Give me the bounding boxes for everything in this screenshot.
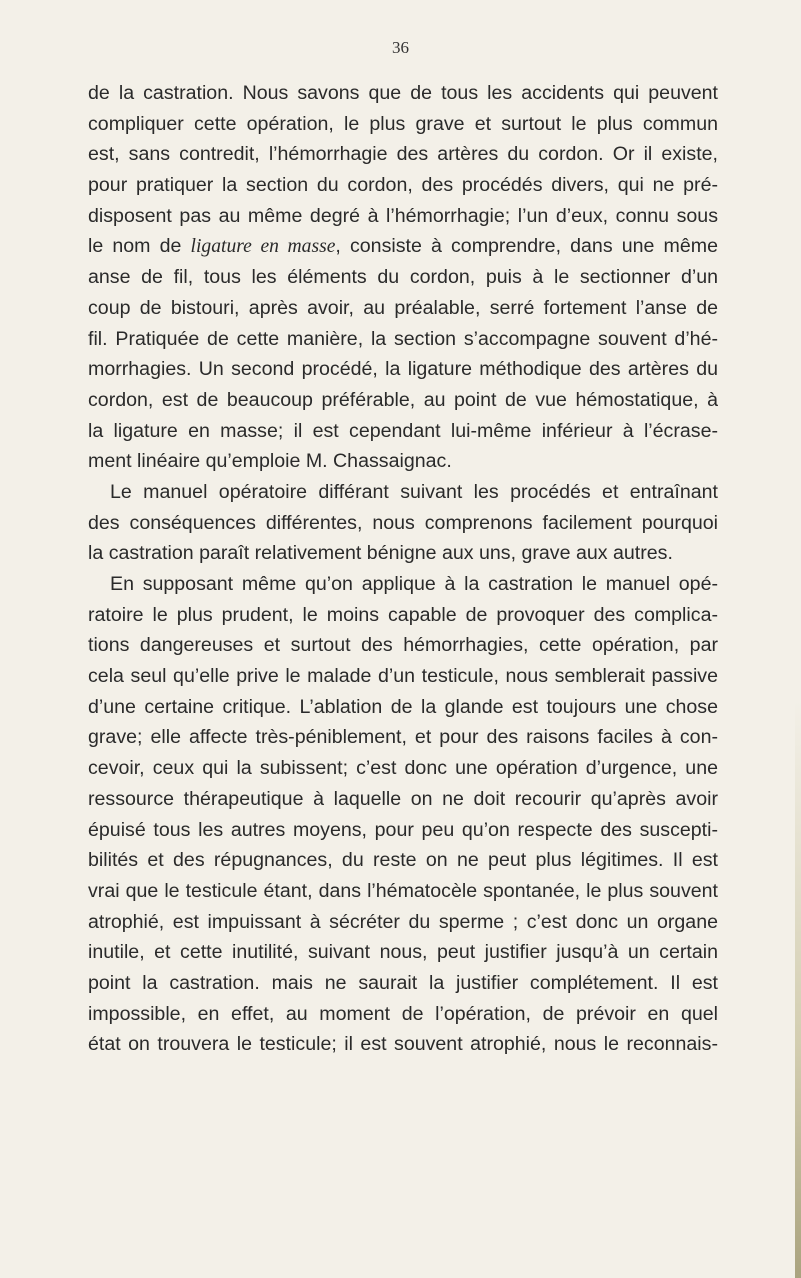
- text-line: [88, 139, 718, 170]
- text-segment: le nom de: [88, 235, 191, 258]
- text-line: [88, 845, 718, 876]
- text-line: [88, 78, 718, 109]
- text-segment: , consiste à comprendre, dans une même: [335, 235, 718, 258]
- text-line: [88, 385, 718, 416]
- text-segment: épuisé tous les autres moyens, pour peu qu’on respecte des suscepti-: [88, 818, 718, 841]
- text-segment: disposent pas au même degré à l’hémorrhagie; l’un d’eux, connu sous: [88, 204, 718, 227]
- text-segment: la ligature en masse; il est cependant lui-même inférieur à l’écrase-: [88, 419, 718, 442]
- page-edge-shadow: [795, 700, 801, 1278]
- text-segment: des conséquences différentes, nous comprenons facilement pourquoi: [88, 511, 718, 534]
- text-line: [88, 968, 718, 999]
- text-segment: cordon, est de beaucoup préférable, au point de vue hémostatique, à: [88, 388, 718, 411]
- text-segment: anse de fil, tous les éléments du cordon, puis à le sectionner d’un: [88, 266, 718, 289]
- text-segment: morrhagies. Un second procédé, la ligature méthodique des artères du: [88, 358, 718, 381]
- text-line: [88, 109, 718, 140]
- text-segment: de la castration. Nous savons que de tous les accidents qui peuvent: [88, 82, 718, 104]
- text-line: [88, 937, 718, 968]
- text-segment: Le manuel opératoire différant suivant les procédés et entraînant: [110, 480, 718, 503]
- text-line: [88, 815, 718, 846]
- text-segment: d’une certaine critique. L’ablation de la glande est toujours une chose: [88, 695, 718, 718]
- text-segment: bilités et des répugnances, du reste on ne peut plus légitimes. Il est: [88, 849, 718, 872]
- text-segment: ratoire le plus prudent, le moins capable de provoquer des complica-: [88, 603, 718, 626]
- text-segment: vrai que le testicule étant, dans l’hématocèle spontanée, le plus souvent: [88, 879, 718, 902]
- text-segment: est, sans contredit, l’hémorrhagie des artères du cordon. Or il existe,: [88, 143, 718, 166]
- text-line: [88, 293, 718, 324]
- text-segment: ressource thérapeutique à laquelle on ne doit recourir qu’après avoir: [88, 787, 718, 810]
- text-line: [88, 262, 718, 293]
- text-line: [88, 1029, 718, 1060]
- text-line: [88, 784, 718, 815]
- text-line: [88, 907, 718, 938]
- text-line: [88, 508, 718, 539]
- text-line: [88, 538, 718, 569]
- text-line: [88, 354, 718, 385]
- text-segment: fil. Pratiquée de cette manière, la section s’accompagne souvent d’hé-: [88, 327, 718, 350]
- text-segment: En supposant même qu’on applique à la castration le manuel opé-: [110, 573, 718, 595]
- text-segment: inutile, et cette inutilité, suivant nous, peut justifier jusqu’à un certain: [88, 941, 718, 964]
- text-segment: pour pratiquer la section du cordon, des procédés divers, qui ne pré-: [88, 174, 718, 197]
- text-line: [88, 630, 718, 661]
- text-line: [88, 753, 718, 784]
- text-line: [88, 722, 718, 753]
- text-line: [88, 692, 718, 723]
- italic-term: ligature en masse: [190, 236, 336, 258]
- text-segment: atrophié, est impuissant à sécréter du sperme ; c’est donc un organe: [88, 910, 718, 933]
- text-line: [88, 569, 718, 600]
- text-line: [88, 661, 718, 692]
- text-segment: point la castration. mais ne saurait la justifier complétement. Il est: [88, 971, 718, 994]
- text-line: [88, 416, 718, 447]
- text-segment: impossible, en effet, au moment de l’opération, de prévoir en quel: [88, 1002, 718, 1025]
- text-segment: ment linéaire qu’emploie M. Chassaignac.: [88, 450, 452, 473]
- text-line: [88, 231, 718, 262]
- page-number: 36: [392, 38, 409, 57]
- text-line: [88, 201, 718, 232]
- text-line: [88, 876, 718, 907]
- text-line: [88, 446, 718, 477]
- text-line: [88, 324, 718, 355]
- text-segment: la castration paraît relativement bénigne aux uns, grave aux autres.: [88, 542, 673, 565]
- text-segment: grave; elle affecte très-péniblement, et pour des raisons faciles à con-: [88, 726, 718, 749]
- body-text: [88, 78, 718, 1060]
- text-line: [88, 170, 718, 201]
- text-segment: cevoir, ceux qui la subissent; c’est donc une opération d’urgence, une: [88, 757, 718, 780]
- text-segment: compliquer cette opération, le plus grave et surtout le plus commun: [88, 112, 718, 135]
- text-line: [88, 477, 718, 508]
- text-segment: coup de bistouri, après avoir, au préalable, serré fortement l’anse de: [88, 296, 718, 319]
- text-segment: cela seul qu’elle prive le malade d’un testicule, nous semblerait passive: [88, 665, 718, 688]
- text-line: [88, 999, 718, 1030]
- text-segment: tions dangereuses et surtout des hémorrhagies, cette opération, par: [88, 634, 718, 657]
- text-segment: état on trouvera le testicule; il est souvent atrophié, nous le reconnais-: [88, 1033, 718, 1056]
- text-line: [88, 600, 718, 631]
